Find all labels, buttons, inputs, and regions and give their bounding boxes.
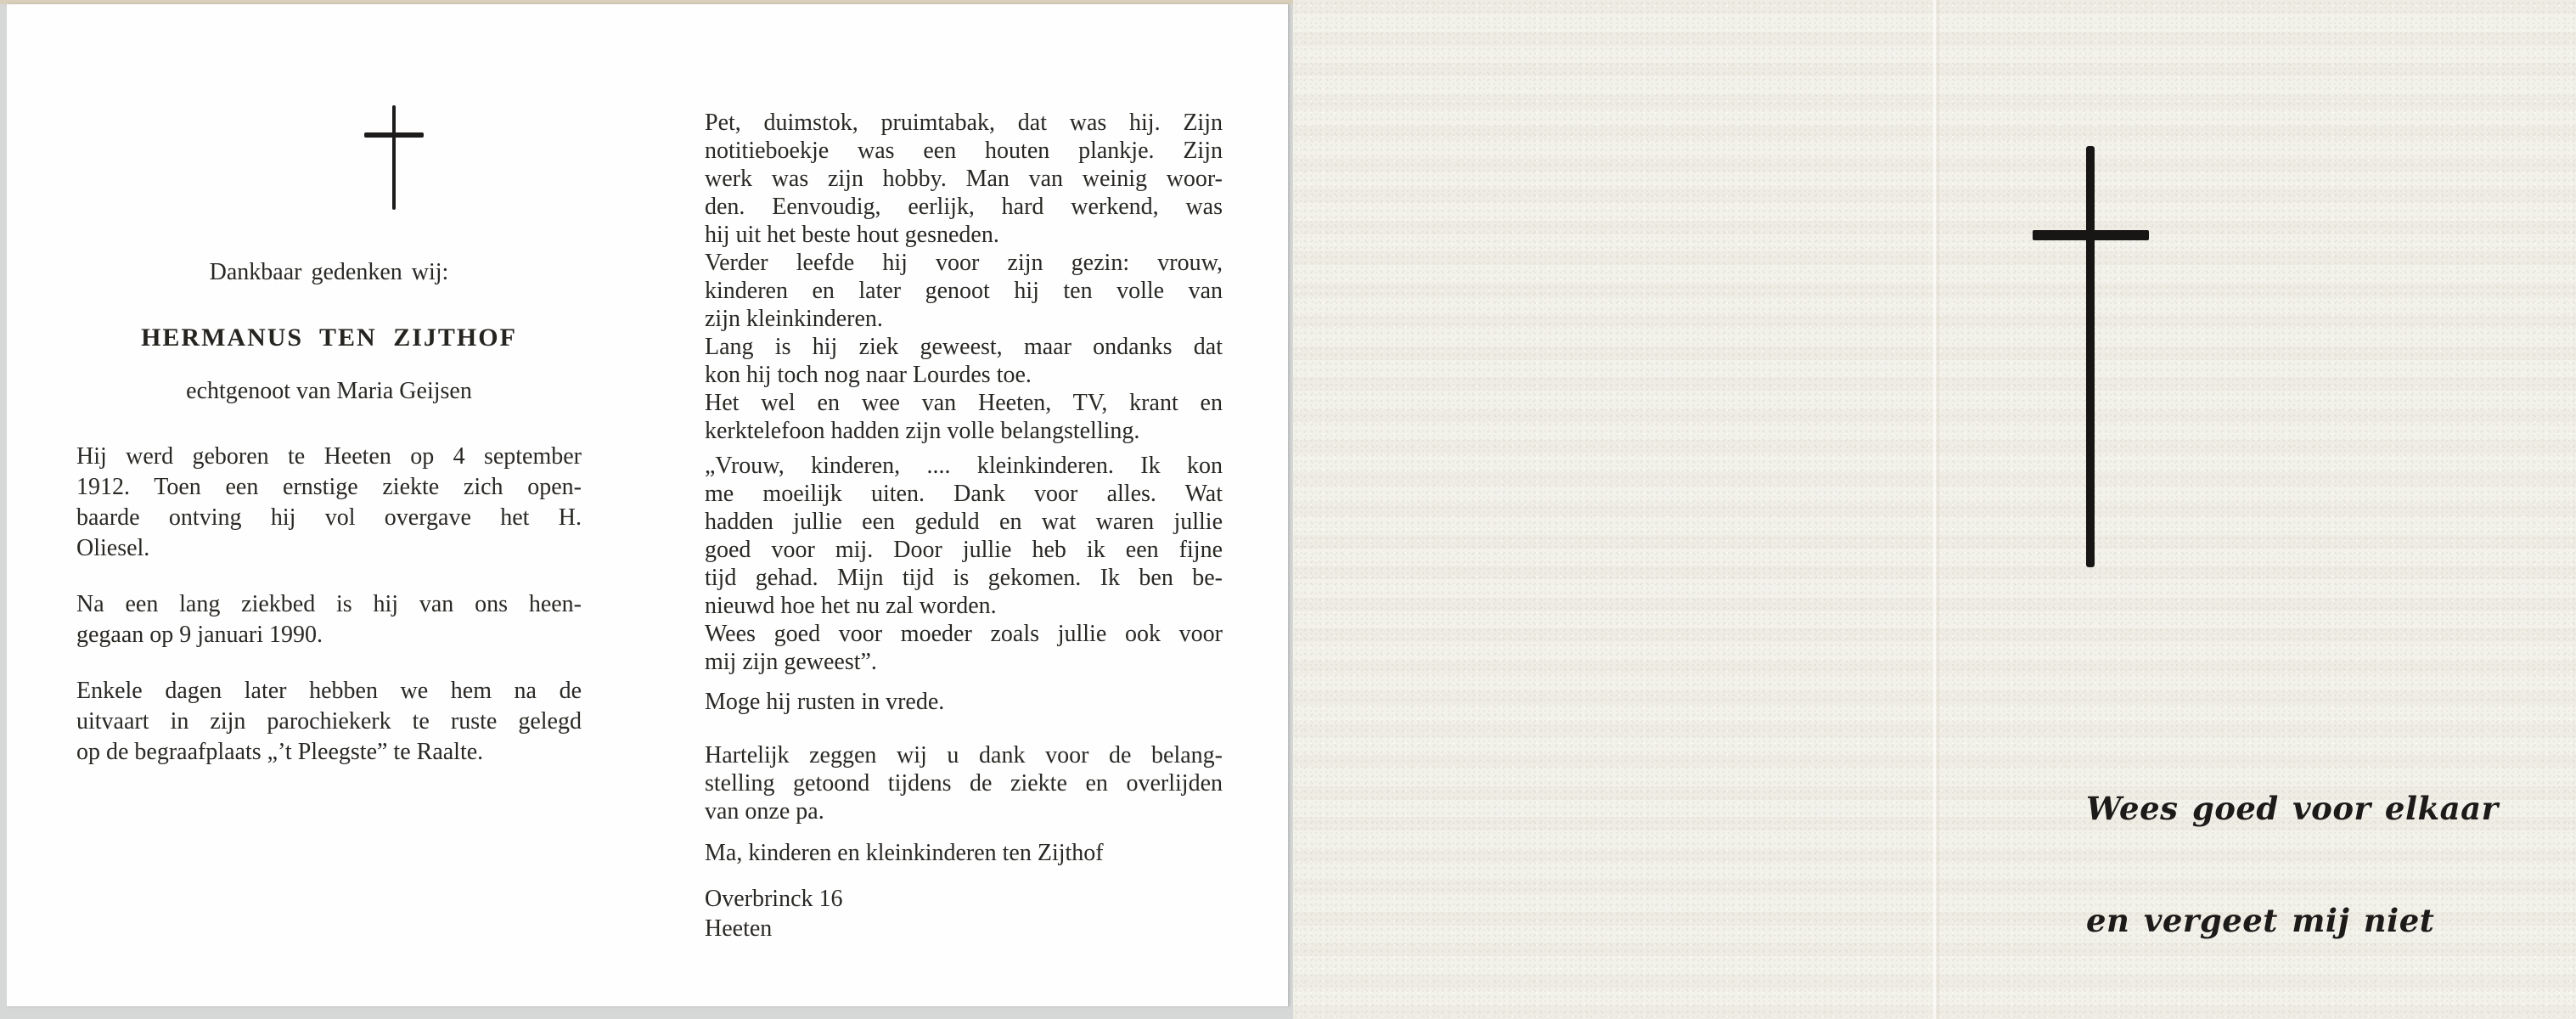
paragraph xyxy=(705,688,1223,716)
memorial-card-inner-spread xyxy=(7,4,1288,1006)
right-text-column xyxy=(705,4,1223,1006)
paragraph xyxy=(705,884,1223,943)
text-line: mij zijn geweest”. xyxy=(705,649,877,675)
paragraph xyxy=(705,741,1223,825)
text-line: Lang is hij ziek geweest, maar ondanks dat xyxy=(705,334,1223,360)
text-line: kon hij toch nog naar Lourdes toe. xyxy=(705,362,1032,388)
text-line: notitieboekje was een houten plankje. Zijn xyxy=(705,138,1223,164)
paragraph xyxy=(705,109,1223,249)
spouse-line: echtgenoot van Maria Geijsen xyxy=(186,378,472,404)
text-line: me moeilijk uiten. Dank voor alles. Wat xyxy=(705,481,1223,507)
memorial-paragraphs xyxy=(705,109,1223,943)
cross-icon xyxy=(2033,230,2149,240)
text-line: Na een lang ziekbed is hij van ons heen- xyxy=(76,591,582,617)
text-line: kerktelefoon hadden zijn volle belangstelling. xyxy=(705,418,1140,444)
text-line: hij uit het beste hout gesneden. xyxy=(705,222,999,248)
paragraph xyxy=(705,620,1223,676)
text-line: den. Eenvoudig, eerlijk, hard werkend, was xyxy=(705,194,1223,220)
text-line: Moge hij rusten in vrede. xyxy=(705,689,945,715)
text-line: werk was zijn hobby. Man van weinig woor- xyxy=(705,166,1223,192)
text-line: nieuwd hoe het nu zal worden. xyxy=(705,593,997,619)
paragraph xyxy=(705,249,1223,333)
text-line: op de begraafplaats „’t Pleegste” te Raalte. xyxy=(76,739,484,765)
text-line: van onze pa. xyxy=(705,798,824,825)
text-line: Oliesel. xyxy=(76,535,150,561)
text-line: Heeten xyxy=(705,915,773,942)
cross-icon xyxy=(364,132,424,138)
text-line: goed voor mij. Door jullie heb ik een fijne xyxy=(705,537,1223,563)
text-line: Wees goed voor moeder zoals jullie ook voor xyxy=(705,621,1223,647)
text-line: baarde ontving hij vol overgave het H. xyxy=(76,504,582,531)
farewell-script-line-2: en vergeet mij niet xyxy=(2086,902,2435,939)
text-line: Verder leefde hij voor zijn gezin: vrouw, xyxy=(705,250,1223,276)
paragraph xyxy=(76,676,582,768)
paragraph xyxy=(76,442,582,564)
text-line: Overbrinck 16 xyxy=(705,886,843,912)
left-text-column xyxy=(76,4,582,1006)
paragraph xyxy=(705,389,1223,445)
text-line: Het wel en wee van Heeten, TV, krant en xyxy=(705,390,1223,416)
text-line: zijn kleinkinderen. xyxy=(705,306,883,332)
cross-icon xyxy=(2086,146,2095,567)
text-line: tijd gehad. Mijn tijd is gekomen. Ik ben be- xyxy=(705,565,1223,591)
memorial-card-back-panel xyxy=(1293,0,2576,1019)
text-line: Hartelijk zeggen wij u dank voor de belang- xyxy=(705,742,1223,768)
cross-icon xyxy=(392,105,396,210)
farewell-script-line-1: Wees goed voor elkaar xyxy=(2086,790,2499,827)
biography-paragraphs xyxy=(76,442,582,768)
text-line: gegaan op 9 januari 1990. xyxy=(76,622,323,648)
deceased-name: HERMANUS TEN ZIJTHOF xyxy=(141,324,517,352)
text-line: „Vrouw, kinderen, .... kleinkinderen. Ik kon xyxy=(705,453,1223,479)
paper-fold-line xyxy=(1931,0,1941,1019)
text-line: Ma, kinderen en kleinkinderen ten Zijthof xyxy=(705,840,1104,866)
text-line: Hij werd geboren te Heeten op 4 september xyxy=(76,443,582,470)
text-line: kinderen en later genoot hij ten volle van xyxy=(705,278,1223,304)
paragraph xyxy=(705,839,1223,867)
paragraph xyxy=(705,452,1223,620)
text-line: Pet, duimstok, pruimtabak, dat was hij. Zijn xyxy=(705,110,1223,136)
paragraph xyxy=(76,589,582,650)
text-line: Enkele dagen later hebben we hem na de xyxy=(76,678,582,704)
text-line: uitvaart in zijn parochiekerk te ruste gelegd xyxy=(76,708,582,735)
text-line: hadden jullie een geduld en wat waren jullie xyxy=(705,509,1223,535)
paragraph xyxy=(705,333,1223,389)
text-line: 1912. Toen een ernstige ziekte zich open- xyxy=(76,474,582,500)
dedication-line: Dankbaar gedenken wij: xyxy=(209,259,449,285)
text-line: stelling getoond tijdens de ziekte en overlijden xyxy=(705,770,1223,797)
